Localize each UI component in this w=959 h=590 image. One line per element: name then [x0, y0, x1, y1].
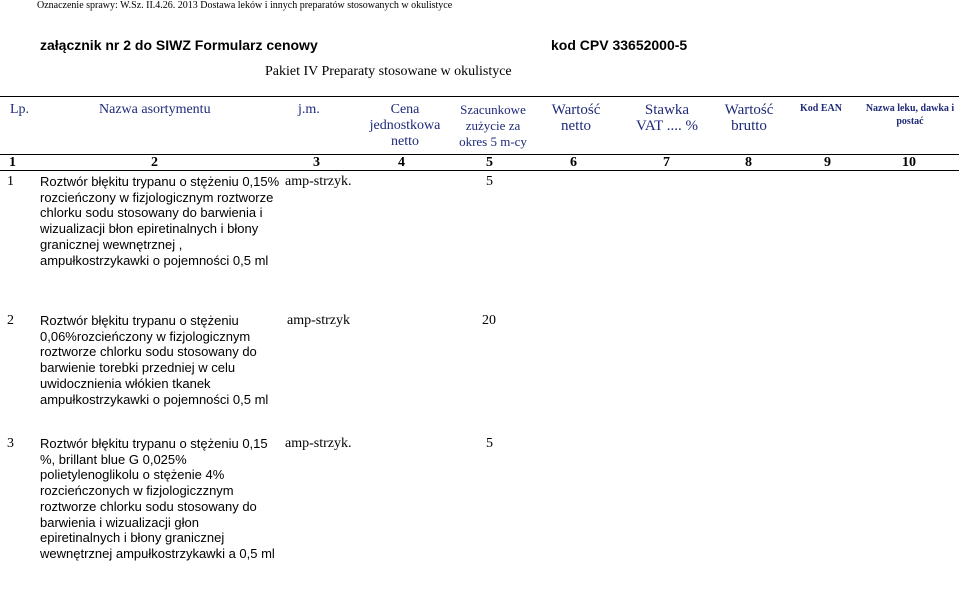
column-number: 5 — [486, 155, 493, 170]
row-unit: amp-strzyk. — [285, 436, 352, 451]
column-number: 1 — [9, 155, 16, 170]
header-lp: Lp. — [10, 102, 30, 117]
column-number: 8 — [745, 155, 752, 170]
header-unit: j.m. — [298, 102, 320, 117]
row-description: Roztwór błękitu trypanu o stężeniu 0,06%rozcieńczony w fizjologicznym roztworze chlorku sodu stosowany do barwienie torebki przedniej w celu uwidocznienia włókien tkanek ampułkostrzykawki o pojemności 0,5 ml — [40, 313, 269, 407]
row-quantity: 5 — [486, 174, 493, 189]
header-net-value-line2: netto — [561, 118, 591, 134]
header-unit-price-line3: netto — [391, 134, 419, 149]
header-drug-name — [861, 102, 959, 128]
package-title: Pakiet IV Preparaty stosowane w okulistyce — [265, 64, 512, 79]
column-number: 10 — [902, 155, 916, 170]
header-unit-price-line2: jednostkowa — [369, 118, 441, 133]
cpv-code: kod CPV 33652000-5 — [551, 37, 688, 53]
header-unit-price-line1: Cena — [390, 102, 420, 117]
header-estimated-usage-line3: okres 5 m-cy — [459, 134, 527, 149]
row-unit: amp-strzyk — [287, 313, 350, 328]
column-number: 2 — [151, 155, 158, 170]
header-top-rule — [0, 96, 959, 97]
header-vat-rate — [622, 102, 712, 134]
header-gross-value — [712, 102, 786, 134]
header-net-value — [540, 102, 612, 134]
header-vat-rate-line2: VAT .... % — [636, 118, 698, 134]
row-description: Roztwór błękitu trypanu o stężeniu 0,15 %, brillant blue G 0,025% polietylenoglikolu o stężenie 4% rozcieńczonych w fizjologiczznym roztworze chlorku sodu stosowany do barwienia i wizualizacji głon epiretinalnych i błony granicznej wewnętrznej ampułkostrzykawki a 0,5 ml — [40, 436, 275, 561]
header-net-value-line1: Wartość — [551, 102, 601, 118]
header-gross-value-line1: Wartość — [724, 102, 774, 118]
column-number: 7 — [663, 155, 670, 170]
document-title: załącznik nr 2 do SIWZ Formularz cenowy — [40, 37, 318, 53]
row-quantity: 20 — [482, 313, 496, 328]
header-gross-value-line2: brutto — [731, 118, 767, 134]
column-number: 4 — [398, 155, 405, 170]
header-ean-code: Kod EAN — [800, 103, 842, 114]
column-number: 3 — [313, 155, 320, 170]
header-estimated-usage-line1: Szacunkowe — [460, 102, 526, 117]
header-estimated-usage-line2: zużycie za — [465, 118, 521, 133]
row-description: Roztwór błękitu trypanu o stężeniu 0,15% rozcieńczony w fizjologicznym roztworze chlorku sodu stosowany do barwienia i wizualizacji błon epiretinalnych i błony granicznej wewnętrznej , ampułkostrzykawki o pojemności 0,5 ml — [40, 174, 280, 268]
row-unit: amp-strzyk. — [285, 174, 352, 189]
header-drug-name-line1: Nazwa leku, dawka i — [865, 103, 955, 114]
header-name: Nazwa asortymentu — [99, 102, 211, 117]
document-reference: Oznaczenie sprawy: W.Sz. II.4.26. 2013 Dostawa leków i innych preparatów stosowanych w okulistyce — [37, 0, 453, 11]
row-number: 1 — [7, 174, 14, 189]
row-quantity: 5 — [486, 436, 493, 451]
column-number: 9 — [824, 155, 831, 170]
header-unit-price — [360, 102, 450, 150]
row-number: 2 — [7, 313, 14, 328]
header-drug-name-line2: postać — [896, 116, 924, 127]
column-numbers-bottom-rule — [0, 170, 959, 171]
header-estimated-usage — [445, 102, 541, 150]
header-vat-rate-line1: Stawka — [644, 102, 690, 118]
column-number: 6 — [570, 155, 577, 170]
column-numbers-top-rule — [0, 154, 959, 155]
row-number: 3 — [7, 436, 14, 451]
